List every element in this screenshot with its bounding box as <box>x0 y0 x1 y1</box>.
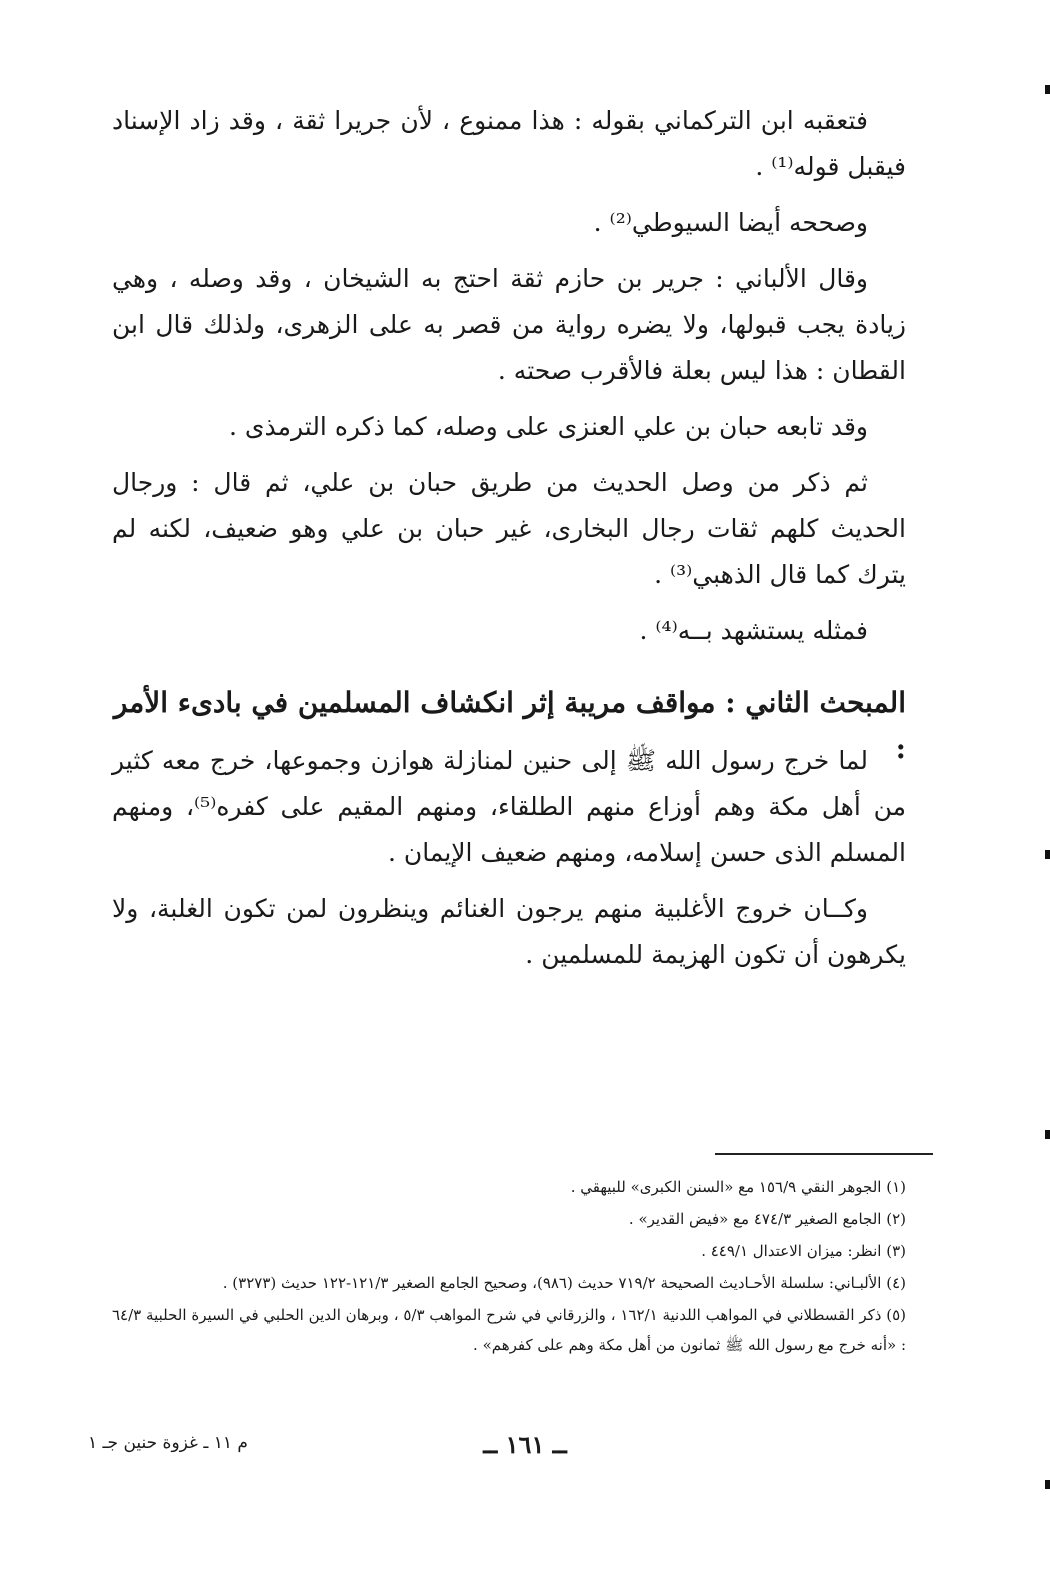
paragraph: لما خرج رسول الله ﷺ إلى حنين لمنازلة هوازن وجموعها، خرج معه كثير من أهل مكة وهم أوزاع منهم الطلقاء، ومنهم المقيم على كفره⁽⁵⁾، ومنهم المسلم الذى حسن إسلامه، ومنهم ضعيف الإيمان . <box>112 746 906 867</box>
paragraph: فتعقبه ابن التركماني بقوله : هذا ممنوع ، لأن جريرا ثقة ، وقد زاد الإسناد فيقبل قوله⁽¹⁾ . <box>112 106 906 181</box>
footnotes-block <box>112 1172 906 1362</box>
paragraph: فمثله يستشهد بــه⁽⁴⁾ . <box>639 616 868 645</box>
footnote-separator <box>715 1153 933 1155</box>
paragraph: ثم ذكر من وصل الحديث من طريق حبان بن علي، ثم قال : ورجال الحديث كلهم ثقات رجال البخارى، غير حبان بن علي وهو ضعيف، لكنه لم يترك كما قال الذهبي⁽³⁾ . <box>112 468 906 589</box>
section-text-block <box>112 738 906 988</box>
book-reference: م ١١ ـ غزوة حنين جـ ١ <box>88 1433 248 1453</box>
paragraph: وقال الألباني : جرير بن حازم ثقة احتج به الشيخان ، وقد وصله ، وهي زيادة يجب قبولها، ولا يضره رواية من قصر به على الزهرى، ولذلك قال ابن القطان : هذا ليس بعلة فالأقرب صحته . <box>112 264 906 385</box>
paragraph: وصححه أيضا السيوطي⁽²⁾ . <box>593 208 868 237</box>
page-number: ــ ١٦١ ــ <box>483 1430 567 1459</box>
footnote: (٥) ذكر القسطلاني في المواهب اللدنية ١٦٢/١ ، والزرقاني في شرح المواهب ٥/٣ ، وبرهان الدين الحلبي في السيرة الحلبية ٦٤/٣ : «أنه خرج مع رسول الله ﷺ ثمانون من أهل مكة وهم على كفرهم» . <box>112 1306 907 1354</box>
paragraph: وقد تابعه حبان بن علي العنزى على وصله، كما ذكره الترمذى . <box>229 412 868 441</box>
footnote: (٢) الجامع الصغير ٤٧٤/٣ مع «فيض القدير» . <box>628 1210 906 1228</box>
footnote: (١) الجوهر النقي ١٥٦/٩ مع «السنن الكبرى» للبيهقي . <box>570 1178 906 1196</box>
paragraph: وكــان خروج الأغلبية منهم يرجون الغنائم وينظرون لمن تكون الغلبة، ولا يكرهون أن تكون الهزيمة للمسلمين . <box>112 894 906 969</box>
footnote: (٣) انظر: ميزان الاعتدال ٤٤٩/١ . <box>701 1242 906 1260</box>
scan-edge-mark <box>1045 85 1050 94</box>
scan-edge-mark <box>1045 1130 1050 1139</box>
section-heading: المبحث الثاني : مواقف مريبة إثر انكشاف المسلمين في بادىء الأمر : <box>113 686 906 765</box>
footnote: (٤) الألبـاني: سلسلة الأحـاديث الصحيحة ٧١٩/٢ حديث (٩٨٦)، وصحيح الجامع الصغير ١٢١/٣-١٢٢ حديث (٣٢٧٣) . <box>222 1274 906 1292</box>
main-text-block <box>112 98 906 664</box>
scan-edge-mark <box>1045 850 1050 859</box>
scan-edge-mark <box>1045 1480 1050 1489</box>
